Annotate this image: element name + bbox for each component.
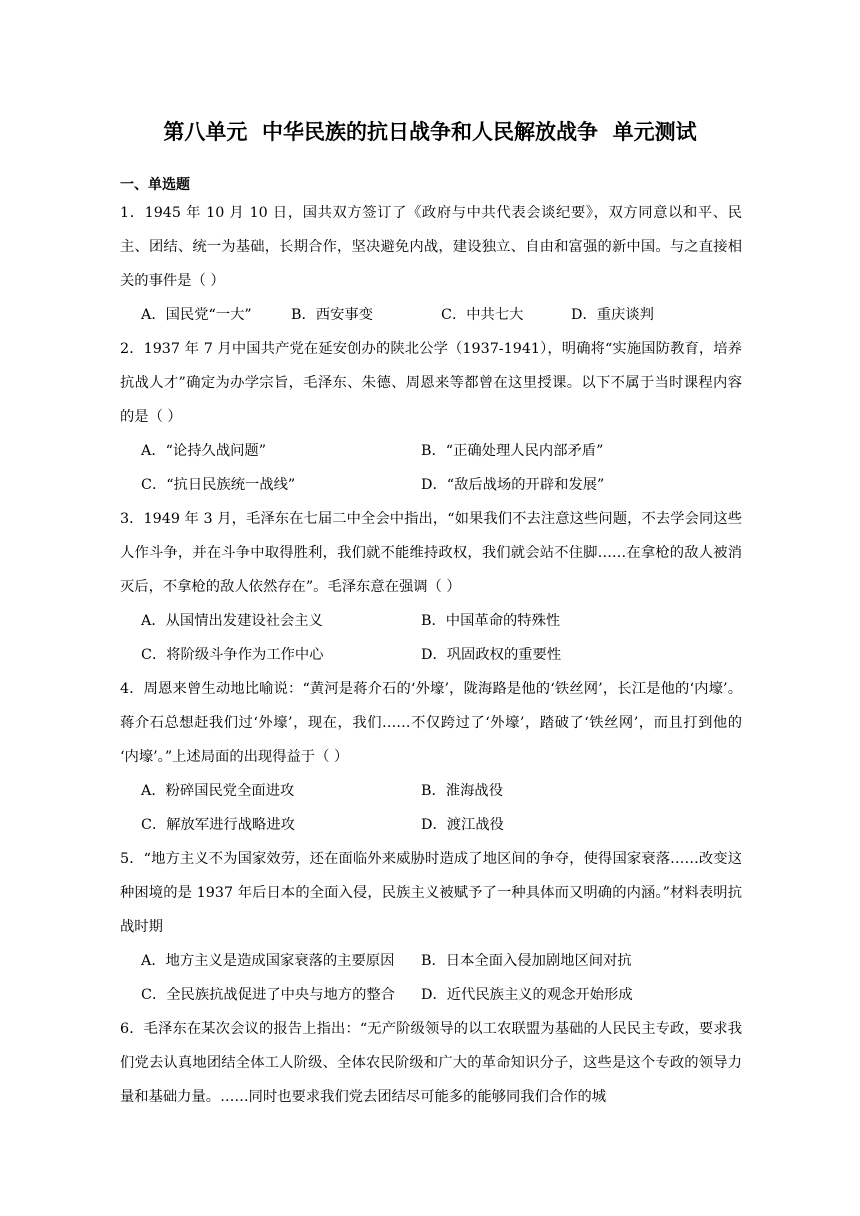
question-item: [120, 332, 742, 502]
option-c[interactable]: C．“抗日民族统一战线”: [141, 477, 296, 493]
option-c[interactable]: C．将阶级斗争作为工作中心: [141, 647, 324, 663]
option-d[interactable]: D．渡江战役: [421, 817, 504, 833]
option-block: [120, 434, 742, 502]
question-text: 6．毛泽东在某次会议的报告上指出：“无产阶级领导的以工农联盟为基础的人民民主专政，要求我们党去认真地团结全体工人阶级、全体农民阶级和广大的革命知识分子，这些是这个专政的领导力量和基础力量。……同时也要求我们党去团结尽可能多的能够同我们合作的城: [120, 1021, 742, 1105]
question-text: 1．1945 年 10 月 10 日，国共双方签订了《政府与中共代表会谈纪要》，双方同意以和平、民主、团结、统一为基础，长期合作，坚决避免内战，建设独立、自由和富强的新中国。与之直接相关的事件是（ ）: [120, 205, 742, 289]
question-item: [120, 196, 742, 332]
option-b[interactable]: B．淮海战役: [421, 783, 503, 799]
option-a[interactable]: A．粉碎国民党全面进攻: [141, 783, 295, 799]
question-item: [120, 672, 742, 842]
question-item: [120, 502, 742, 672]
option-a[interactable]: A．地方主义是造成国家衰落的主要原因: [141, 953, 395, 969]
option-d[interactable]: D．重庆谈判: [571, 307, 654, 323]
question-item: [120, 1012, 742, 1114]
question-text: 5．“地方主义不为国家效劳，还在面临外来威胁时造成了地区间的争夺，使得国家衰落……改变这种困境的是 1937 年后日本的全面入侵，民族主义被赋予了一种具体而又明确的内涵。”材料表明抗战时期: [120, 851, 742, 935]
option-d[interactable]: D．“敌后战场的开辟和发展”: [421, 477, 605, 493]
option-block: [120, 604, 742, 672]
option-block: [120, 944, 742, 1012]
question-text: 4．周恩来曾生动地比喻说：“黄河是蒋介石的‘外壕’，陇海路是他的‘铁丝网’，长江是他的‘内壕’。 蒋介石总想赶我们过‘外壕’，现在，我们……不仅跨过了‘外壕’，踏破了‘铁丝网’，而且打到他的 ‘内壕’。”上述局面的出现得益于（ ）: [120, 681, 742, 765]
option-b[interactable]: B．西安事变: [291, 307, 373, 323]
option-row: [120, 298, 742, 332]
option-b[interactable]: B．“正确处理人民内部矛盾”: [421, 443, 604, 459]
option-block: [120, 774, 742, 842]
question-text: 3．1949 年 3 月，毛泽东在七届二中全会中指出，“如果我们不去注意这些问题，不去学会同这些人作斗争，并在斗争中取得胜利，我们就不能维持政权，我们就会站不住脚……在拿枪的敌人被消灭后，不拿枪的敌人依然存在”。毛泽东意在强调（ ）: [120, 511, 742, 595]
option-d[interactable]: D．近代民族主义的观念开始形成: [421, 987, 633, 1003]
option-c[interactable]: C．中共七大: [441, 307, 524, 323]
question-item: [120, 842, 742, 1012]
option-a[interactable]: A．“论持久战问题”: [141, 443, 267, 459]
option-c[interactable]: C．全民族抗战促进了中央与地方的整合: [141, 987, 395, 1003]
question-list: [120, 196, 742, 1114]
option-c[interactable]: C．解放军进行战略进攻: [141, 817, 295, 833]
option-d[interactable]: D．巩固政权的重要性: [421, 647, 562, 663]
section-heading: 一、单选题: [120, 177, 190, 193]
option-b[interactable]: B．中国革命的特殊性: [421, 613, 561, 629]
option-b[interactable]: B．日本全面入侵加剧地区间对抗: [421, 953, 632, 969]
option-a[interactable]: A．从国情出发建设社会主义: [141, 613, 323, 629]
option-a[interactable]: A．国民党“一大”: [141, 307, 252, 323]
question-text: 2．1937 年 7 月中国共产党在延安创办的陕北公学（1937-1941），明确将“实施国防教育，培养抗战人才”确定为办学宗旨，毛泽东、朱德、周恩来等都曾在这里授课。以下不属于当时课程内容的是（ ）: [120, 341, 742, 425]
page-title: 第八单元 中华民族的抗日战争和人民解放战争 单元测试: [163, 120, 697, 144]
